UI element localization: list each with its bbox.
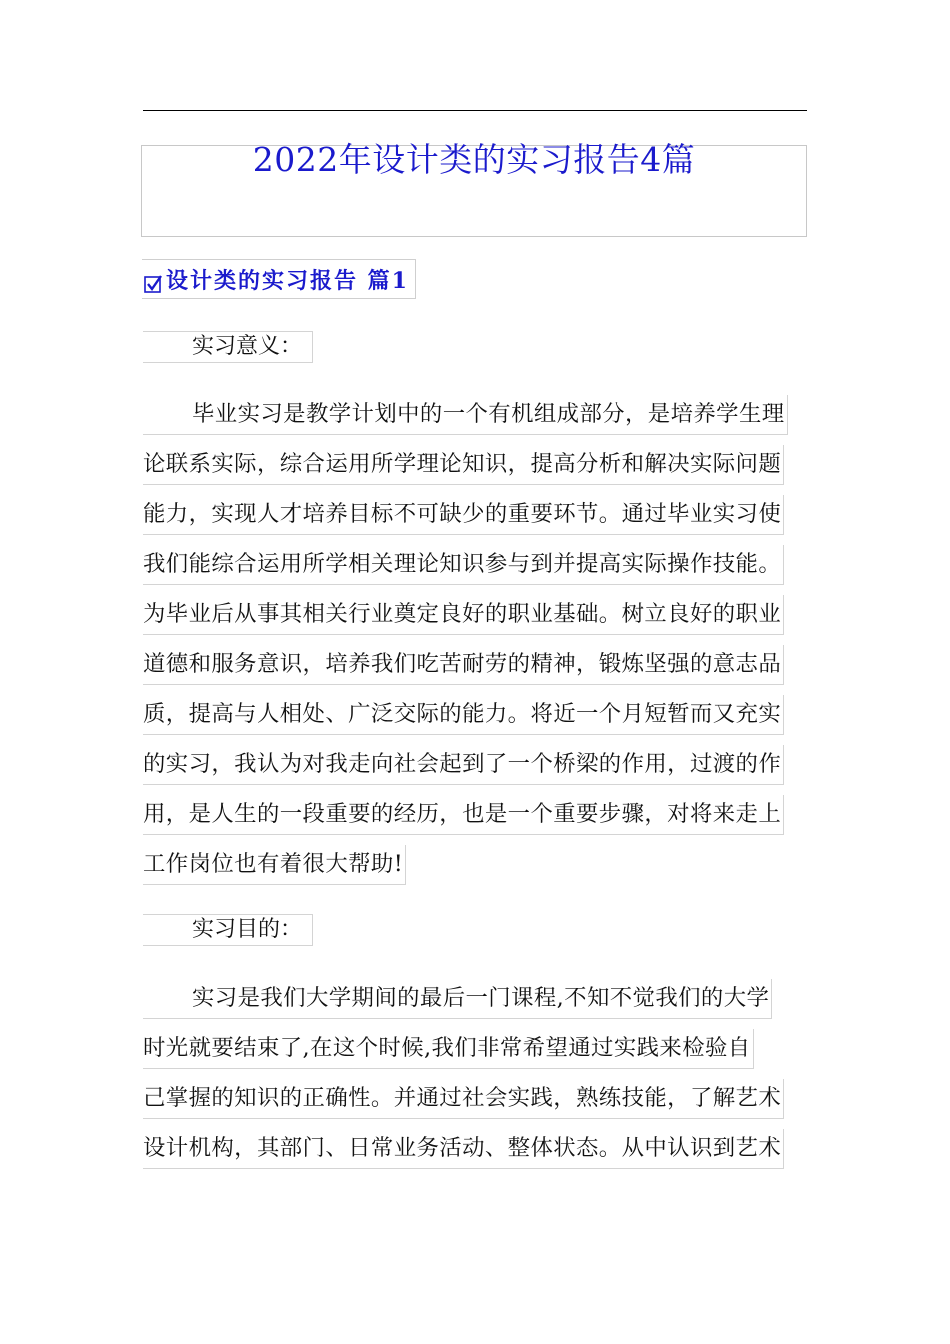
- paragraph-line: 实习是我们大学期间的最后一门课程,不知不觉我们的大学: [143, 979, 813, 1029]
- paragraph-purpose: [143, 979, 813, 1179]
- paragraph-line: 能力，实现人才培养目标不可缺少的重要环节。通过毕业实习使: [143, 495, 813, 545]
- section-heading: [142, 259, 416, 299]
- paragraph-line: 己掌握的知识的正确性。并通过社会实践，熟练技能，了解艺术: [143, 1079, 813, 1129]
- paragraph-line: 的实习，我认为对我走向社会起到了一个桥梁的作用，过渡的作: [143, 745, 813, 795]
- paragraph-line: 论联系实际，综合运用所学理论知识，提高分析和解决实际问题: [143, 445, 813, 495]
- paragraph-line: 为毕业后从事其相关行业奠定良好的职业基础。树立良好的职业: [143, 595, 813, 645]
- paragraph-line: 工作岗位也有着很大帮助!: [143, 845, 813, 895]
- label-meaning: 实习意义：: [143, 331, 313, 363]
- paragraph-meaning: [143, 395, 813, 895]
- paragraph-line: 质，提高与人相处、广泛交际的能力。将近一个月短暂而又充实: [143, 695, 813, 745]
- paragraph-line: 我们能综合运用所学相关理论知识参与到并提高实际操作技能。: [143, 545, 813, 595]
- paragraph-line: 设计机构，其部门、日常业务活动、整体状态。从中认识到艺术: [143, 1129, 813, 1179]
- document-title: 2022年设计类的实习报告4篇: [252, 140, 696, 179]
- checkbox-checked-icon: [144, 273, 162, 291]
- paragraph-line: 道德和服务意识，培养我们吃苦耐劳的精神，锻炼坚强的意志品: [143, 645, 813, 695]
- paragraph-line: 毕业实习是教学计划中的一个有机组成部分，是培养学生理: [143, 395, 813, 445]
- paragraph-line: 时光就要结束了,在这个时候,我们非常希望通过实践来检验自: [143, 1029, 813, 1079]
- section-heading-text: 设计类的实习报告 篇1: [166, 267, 409, 294]
- label-purpose: 实习目的：: [143, 914, 313, 946]
- paragraph-line: 用，是人生的一段重要的经历，也是一个重要步骤，对将来走上: [143, 795, 813, 845]
- top-rule: [143, 110, 807, 111]
